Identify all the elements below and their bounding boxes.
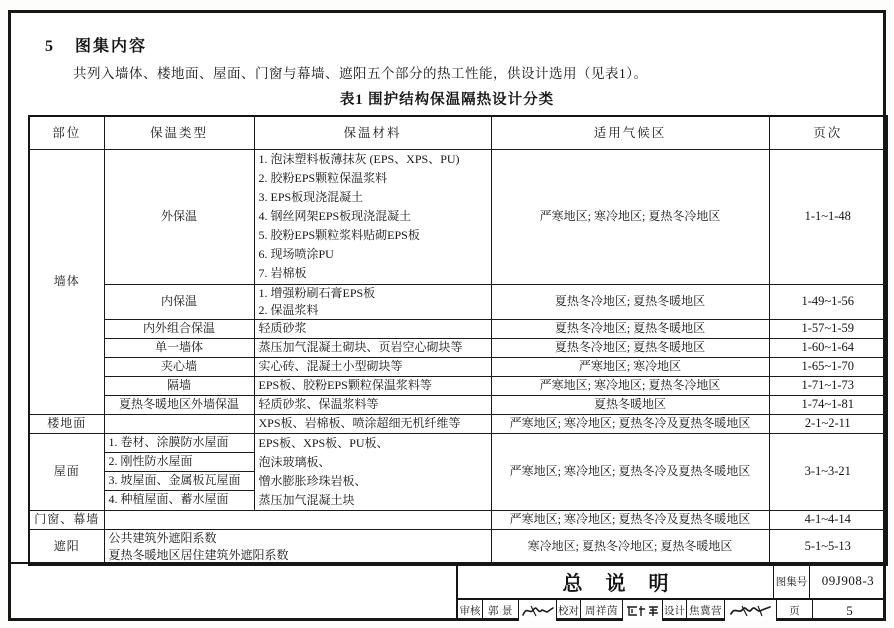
checker-label: 校对 — [556, 600, 580, 621]
cell-materials: 蒸压加气混凝土砌块、页岩空心砌块等 — [254, 338, 491, 357]
cell-climate: 夏热冬冷地区; 夏热冬暖地区 — [491, 319, 769, 338]
cell-type: 4. 种植屋面、蓄水屋面 — [104, 491, 254, 510]
page-label: 页 — [776, 600, 812, 621]
cell-materials: 实心砖、混凝土小型砌块等 — [254, 357, 491, 376]
cell-climate: 严寒地区; 寒冷地区; 夏热冬冷地区 — [491, 376, 769, 395]
cell-climate: 夏热冬冷地区; 夏热冬暖地区 — [491, 284, 769, 319]
cell-pages: 3-1~3-21 — [769, 433, 887, 510]
insulation-design-table — [28, 115, 888, 566]
cell-materials: 轻质砂浆、保温浆料等 — [254, 395, 491, 414]
cell-type: 外保温 — [104, 149, 254, 284]
intro-text: 共列入墙体、楼地面、屋面、门窗与幕墙、遮阳五个部分的热工性能，供设计选用（见表1）。 — [73, 66, 648, 81]
table-header-row — [29, 116, 887, 149]
row-wall-internal — [29, 284, 887, 319]
row-wall-hot-summer — [29, 395, 887, 414]
cell-type: 夏热冬暖地区外墙保温 — [104, 395, 254, 414]
cell-pages: 2-1~2-11 — [769, 414, 887, 433]
cell-type: 1. 卷材、涂膜防水屋面 — [104, 433, 254, 452]
cell-climate: 夏热冬冷地区; 夏热冬暖地区 — [491, 338, 769, 357]
row-shading — [29, 529, 887, 565]
cell-type: 隔墙 — [104, 376, 254, 395]
cell-pages: 4-1~4-14 — [769, 510, 887, 529]
cell-pages: 1-60~1-64 — [769, 338, 887, 357]
section-heading — [45, 33, 147, 56]
cell-climate: 严寒地区; 寒冷地区; 夏热冬冷及夏热冬暖地区 — [491, 510, 769, 529]
row-floor — [29, 414, 887, 433]
row-wall-combined — [29, 319, 887, 338]
cell-type: 夹心墙 — [104, 357, 254, 376]
cell-climate: 严寒地区; 寒冷地区; 夏热冬冷地区 — [491, 149, 769, 284]
cell-pages: 1-57~1-59 — [769, 319, 887, 338]
section-number: 5 — [45, 38, 53, 55]
cell-type: 单一墙体 — [104, 338, 254, 357]
cell-pages: 1-74~1-81 — [769, 395, 887, 414]
cell-part-wall: 墙体 — [29, 149, 104, 414]
reviewer-name: 郭 景 — [482, 600, 518, 621]
cell-pages: 1-1~1-48 — [769, 149, 887, 284]
cell-merged-empty — [104, 510, 491, 529]
cell-type: 内保温 — [104, 284, 254, 319]
checker-signature — [622, 600, 662, 621]
cell-part-shading: 遮阳 — [29, 529, 104, 565]
row-window-curtainwall — [29, 510, 887, 529]
page-number: 5 — [812, 600, 886, 621]
cell-materials: 1. 增强粉刷石膏EPS板 2. 保温浆料 — [254, 284, 491, 319]
atlas-number-label: 图集号 — [773, 564, 809, 598]
cell-type: 3. 坡屋面、金属板瓦屋面 — [104, 472, 254, 491]
cell-part-window: 门窗、幕墙 — [29, 510, 104, 529]
row-roof-1 — [29, 433, 887, 452]
title-block-signature-row — [458, 600, 886, 621]
title-block — [456, 564, 886, 621]
cell-part-floor: 楼地面 — [29, 414, 104, 433]
cell-climate: 严寒地区; 寒冷地区; 夏热冬冷及夏热冬暖地区 — [491, 414, 769, 433]
cell-pages: 1-71~1-73 — [769, 376, 887, 395]
cell-climate: 寒冷地区; 夏热冬冷地区; 夏热冬暖地区 — [491, 529, 769, 565]
cell-pages: 1-65~1-70 — [769, 357, 887, 376]
table-title: 表1 围护结构保温隔热设计分类 — [339, 92, 555, 108]
title-block-top-row — [458, 564, 886, 600]
designer-name: 焦冀营 — [686, 600, 724, 621]
cell-materials: EPS板、胶粉EPS颗粒保温浆料等 — [254, 376, 491, 395]
cell-part-roof: 屋面 — [29, 433, 104, 510]
signature-scribble-icon — [521, 603, 555, 619]
row-wall-single — [29, 338, 887, 357]
section-title: 图集内容 — [75, 38, 148, 55]
header-pages: 页次 — [769, 116, 887, 149]
reviewer-signature — [518, 600, 556, 621]
row-wall-external — [29, 149, 887, 284]
cell-materials: 1. 泡沫塑料板薄抹灰 (EPS、XPS、PU) 2. 胶粉EPS颗粒保温浆料 3. EPS板现浇混凝土 4. 钢丝网架EPS板现浇混凝土 5. 胶粉EPS颗粒浆料贴砌EPS板 6. 现场喷涂PU 7. 岩棉板 — [254, 149, 491, 284]
cell-materials: XPS板、岩棉板、喷涂超细无机纤维等 — [254, 414, 491, 433]
cell-type: 2. 刚性防水屋面 — [104, 452, 254, 471]
cell-materials: EPS板、XPS板、PU板、 泡沫玻璃板、 憎水膨胀珍珠岩板、 蒸压加气混凝土块 — [254, 433, 491, 510]
header-type: 保温类型 — [104, 116, 254, 149]
cell-materials: 轻质砂浆 — [254, 319, 491, 338]
signature-scribble-icon — [625, 603, 661, 619]
reviewer-label: 审核 — [459, 606, 481, 617]
checker-name: 周祥茵 — [580, 600, 622, 621]
cell-climate: 夏热冬暖地区 — [491, 395, 769, 414]
header-climate: 适用气候区 — [491, 116, 769, 149]
cell-type: 内外组合保温 — [104, 319, 254, 338]
general-notes-title: 总 说 明 — [562, 572, 678, 595]
atlas-number-value: 09J908-3 — [809, 564, 886, 598]
bottom-strip — [8, 562, 886, 621]
row-wall-cavity — [29, 357, 887, 376]
designer-signature — [724, 600, 776, 621]
cell-shading-items: 公共建筑外遮阳系数 夏热冬暖地区居住建筑外遮阳系数 — [104, 529, 491, 565]
row-wall-partition — [29, 376, 887, 395]
designer-label: 设计 — [662, 600, 686, 621]
signature-scribble-icon — [728, 603, 774, 619]
cell-pages: 5-1~5-13 — [769, 529, 887, 565]
cell-pages: 1-49~1-56 — [769, 284, 887, 319]
header-part: 部位 — [29, 116, 104, 149]
cell-climate: 严寒地区; 寒冷地区 — [491, 357, 769, 376]
cell-climate: 严寒地区; 寒冷地区; 夏热冬冷及夏热冬暖地区 — [491, 433, 769, 510]
header-material: 保温材料 — [254, 116, 491, 149]
cell-type-empty — [104, 414, 254, 433]
